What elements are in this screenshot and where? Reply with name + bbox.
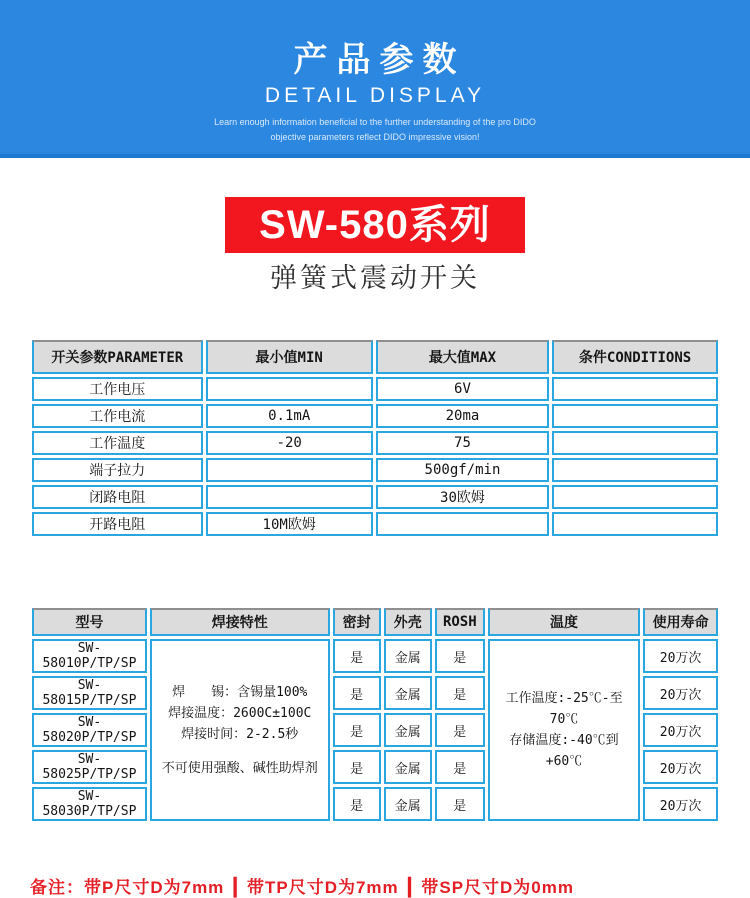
param-table [29,337,721,539]
page-header [0,0,750,158]
weld-spec-line: 焊接时间：2-2.5秒 [181,726,299,742]
weld-spec-line: 焊 锡：含锡量100% [172,684,308,700]
temperature-cell [488,639,640,821]
table-row [32,458,718,482]
table-cell: 是 [435,639,485,673]
table-cell: 是 [435,676,485,710]
table-cell [376,512,549,536]
table-cell: 是 [435,750,485,784]
table-cell: -20 [206,431,373,455]
table-cell [206,458,373,482]
model-cell: SW-58025P/TP/SP [32,750,147,784]
header-tagline-line2: objective parameters reflect DIDO impressive vision! [270,132,480,142]
series-subtitle: 弹簧式震动开关 [270,263,480,293]
table-cell: 工作电压 [32,377,203,401]
table-cell: 金属 [384,639,432,673]
table-cell: 是 [333,750,381,784]
table-cell: 500gf/min [376,458,549,482]
table-cell [552,377,718,401]
table-cell: 金属 [384,676,432,710]
table-cell: 30欧姆 [376,485,549,509]
table-cell: 金属 [384,787,432,821]
table-cell [552,431,718,455]
header-tagline-line1: Learn enough information beneficial to the further understanding of the pro DIDO [214,117,536,127]
table-cell: 20万次 [643,676,718,710]
model-table [29,605,721,824]
table-cell: 20万次 [643,713,718,747]
weld-spec-cell [150,639,330,821]
table-cell: 75 [376,431,549,455]
remark-note: 备注：带P尺寸D为7mm ┃ 带TP尺寸D为7mm ┃ 带SP尺寸D为0mm [30,878,574,897]
table-row [32,431,718,455]
table-cell [552,404,718,428]
table-cell: 开路电阻 [32,512,203,536]
table-cell: 金属 [384,750,432,784]
column-header-seal: 密封 [333,608,381,636]
table-cell: 6V [376,377,549,401]
series-banner: SW-580系列 [225,197,525,253]
column-header-conditions: 条件CONDITIONS [552,340,718,374]
table-cell: 是 [333,713,381,747]
table-row [32,404,718,428]
table-row [32,512,718,536]
table-cell: 端子拉力 [32,458,203,482]
page-subtitle-en: DETAIL DISPLAY [264,84,486,107]
column-header-lifespan: 使用寿命 [643,608,718,636]
table-row [32,485,718,509]
table-cell [206,377,373,401]
table-cell: 金属 [384,713,432,747]
table-cell: 是 [435,787,485,821]
model-cell: SW-58020P/TP/SP [32,713,147,747]
column-header-weld: 焊接特性 [150,608,330,636]
table-row [32,639,718,673]
table-cell [552,485,718,509]
table-cell: 是 [435,713,485,747]
table-cell: 是 [333,676,381,710]
column-header-max: 最大值MAX [376,340,549,374]
table-cell: 10M欧姆 [206,512,373,536]
table-cell: 工作电流 [32,404,203,428]
table-cell: 是 [333,787,381,821]
table-cell: 20万次 [643,787,718,821]
param-table-header-row [32,340,718,374]
column-header-shell: 外壳 [384,608,432,636]
temperature-line: 工作温度:-25℃-至70℃ [505,691,623,727]
table-cell: 0.1mA [206,404,373,428]
page-title: 产品参数 [293,41,466,79]
table-cell: 闭路电阻 [32,485,203,509]
temperature-line: 存储温度:-40℃到+60℃ [509,733,619,769]
table-cell: 工作温度 [32,431,203,455]
table-cell: 20万次 [643,639,718,673]
column-header-temperature: 温度 [488,608,640,636]
model-cell: SW-58010P/TP/SP [32,639,147,673]
column-header-min: 最小值MIN [206,340,373,374]
table-cell [206,485,373,509]
column-header-parameter: 开关参数PARAMETER [32,340,203,374]
table-cell: 20ma [376,404,549,428]
model-cell: SW-58015P/TP/SP [32,676,147,710]
table-cell [552,512,718,536]
column-header-rosh: ROSH [435,608,485,636]
table-cell: 20万次 [643,750,718,784]
model-table-header-row [32,608,718,636]
table-row [32,377,718,401]
weld-spec-line: 焊接温度：2600C±100C [168,705,312,721]
weld-spec-note: 不可使用强酸、碱性助焊剂 [161,760,318,776]
model-cell: SW-58030P/TP/SP [32,787,147,821]
table-cell [552,458,718,482]
table-cell: 是 [333,639,381,673]
column-header-model: 型号 [32,608,147,636]
